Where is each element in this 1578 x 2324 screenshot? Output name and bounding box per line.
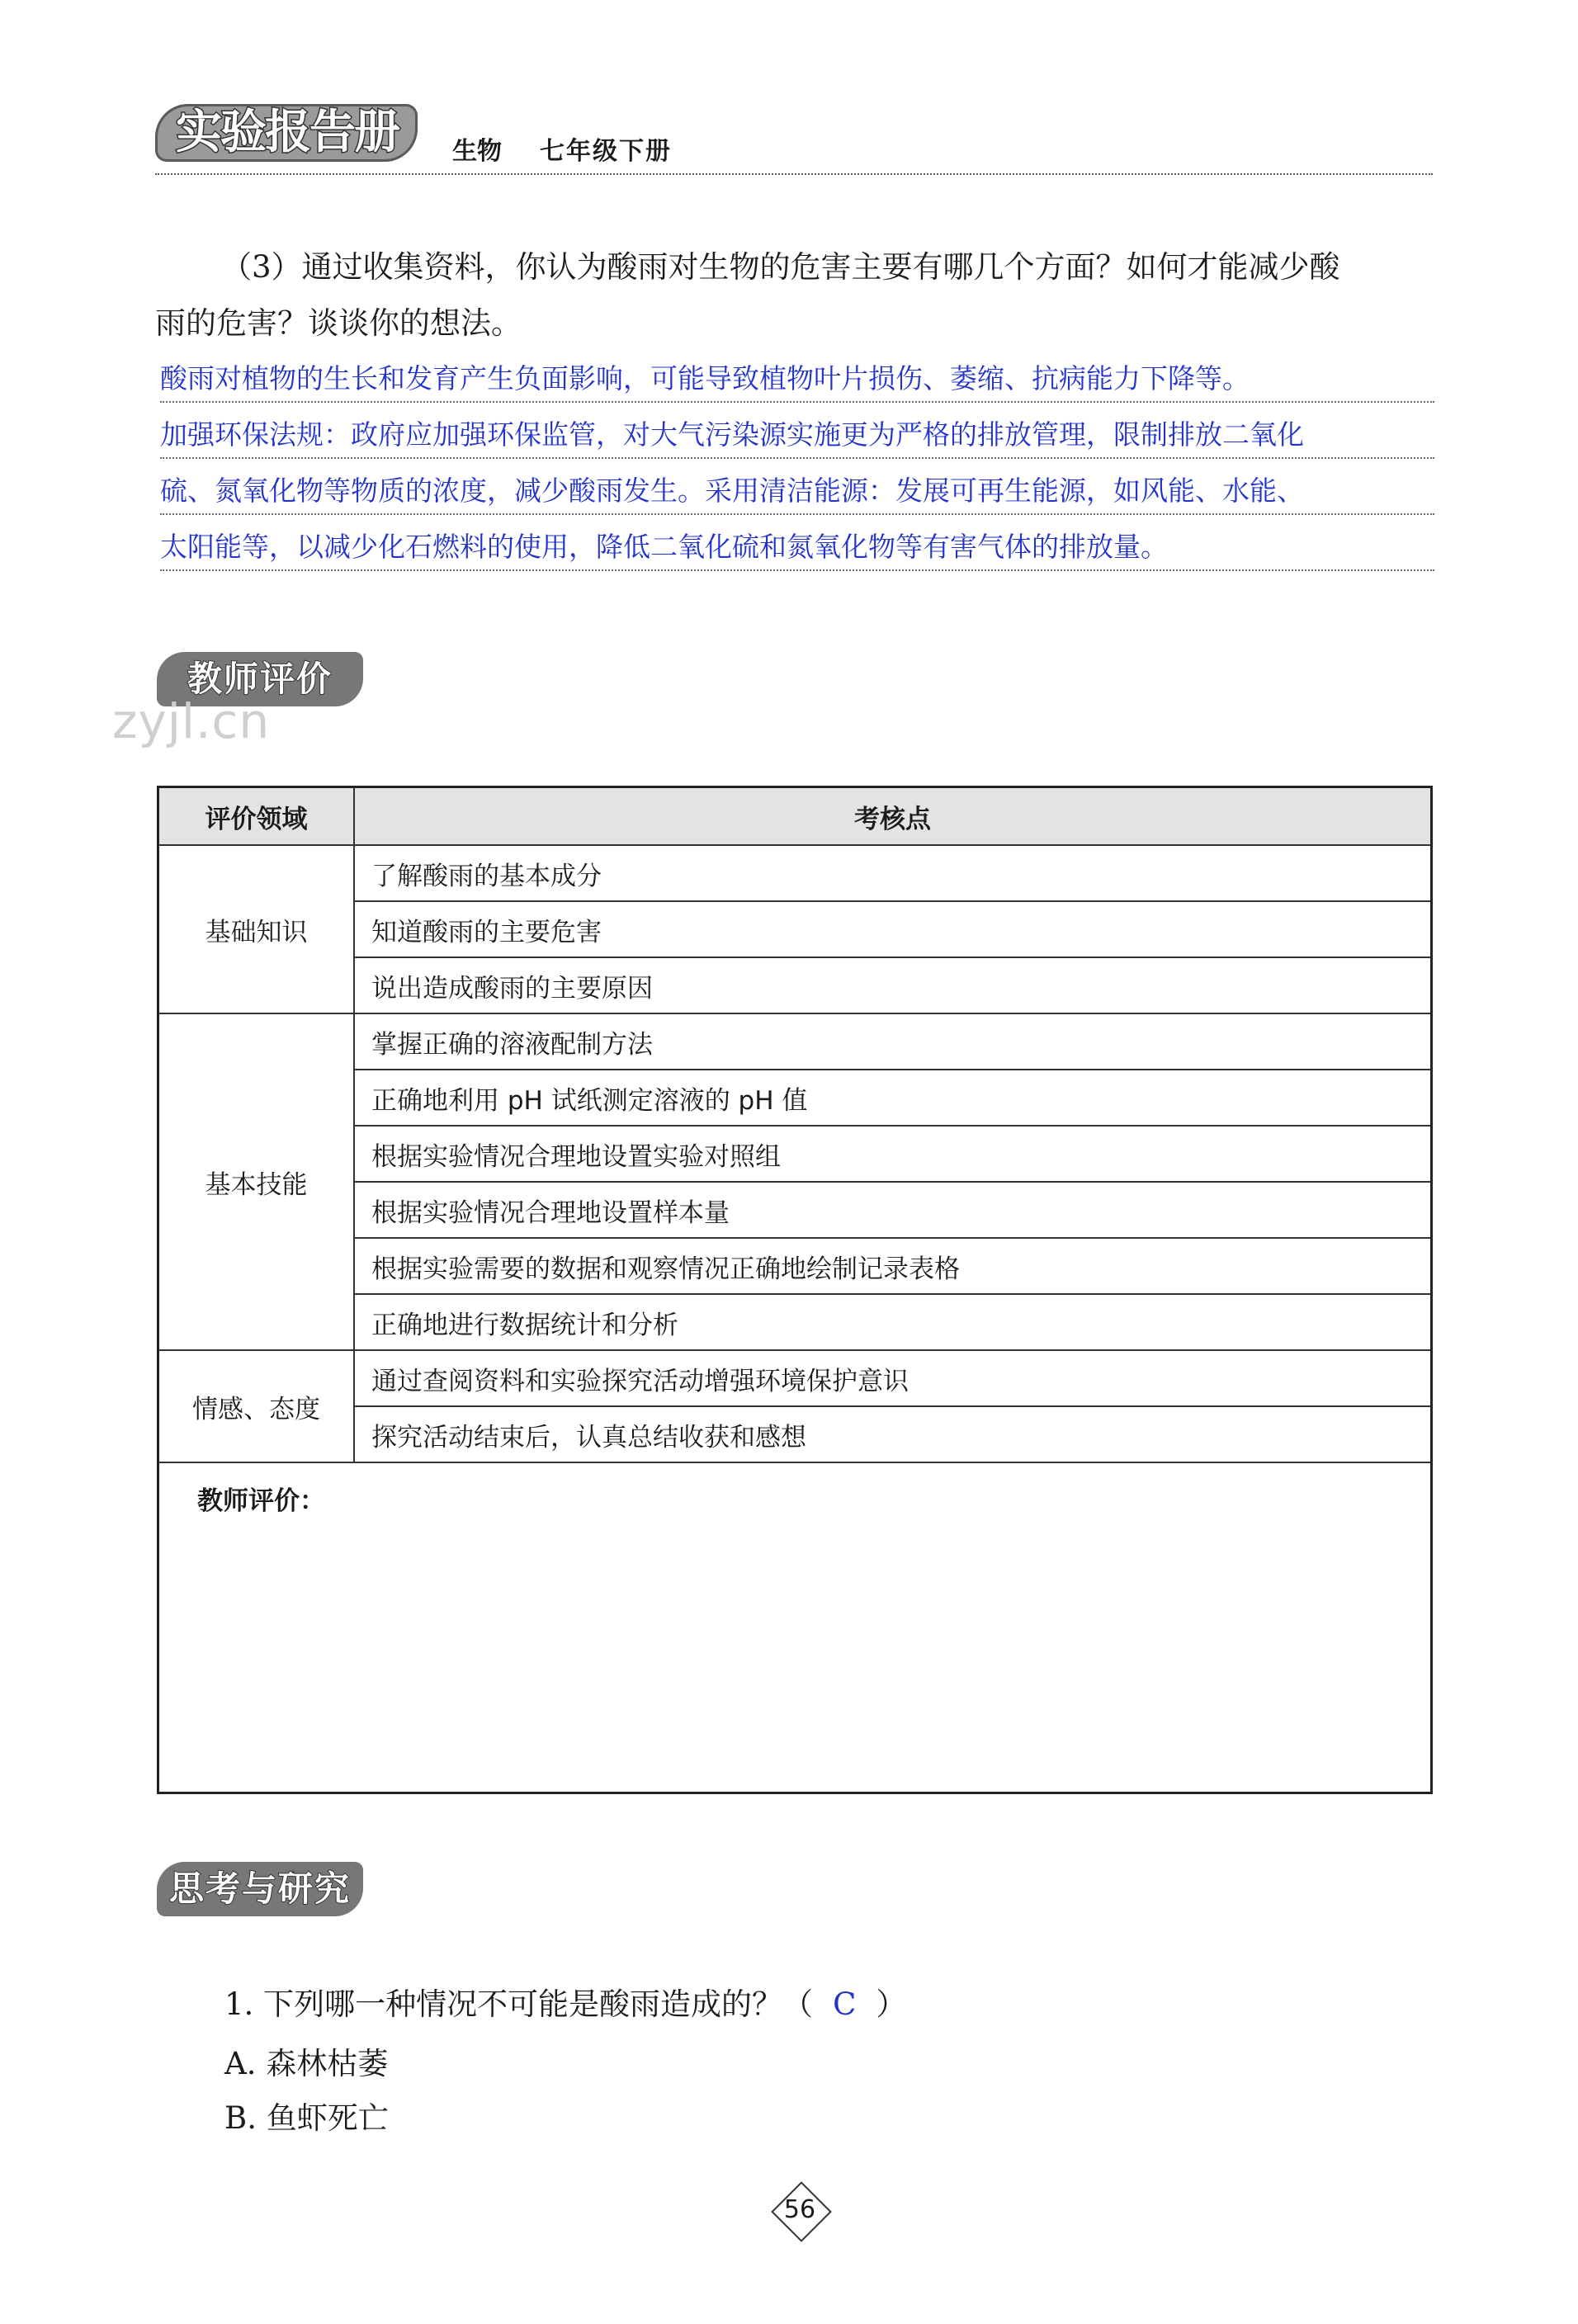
answer-text: 酸雨对植物的生长和发育产生负面影响，可能导致植物叶片损伤、萎缩、抗病能力下降等。	[160, 362, 1250, 394]
header-divider	[155, 173, 1433, 175]
teacher-comment-row	[158, 1462, 1432, 1793]
column-header-domain: 评价领域	[158, 787, 355, 846]
answer-line	[160, 459, 1434, 515]
question-line-2: 雨的危害？谈谈你的想法。	[155, 305, 522, 341]
brand-title: 实验报告册	[176, 106, 399, 159]
criteria-cell: 根据实验需要的数据和观察情况正确地绘制记录表格	[354, 1238, 1432, 1294]
question-line-1: （3）通过收集资料，你认为酸雨对生物的危害主要有哪几个方面？如何才能减少酸	[221, 249, 1340, 285]
watermark-text: zyjl.cn	[112, 693, 271, 749]
think-research-tag	[157, 1862, 363, 1916]
domain-cell: 基础知识	[158, 845, 355, 1013]
teacher-comment-label: 教师评价：	[158, 1462, 1432, 1793]
criteria-cell: 正确地利用 pH 试纸测定溶液的 pH 值	[354, 1070, 1432, 1126]
page-header	[155, 97, 1433, 176]
answer-line	[160, 515, 1434, 571]
mc-answer: C	[833, 1986, 857, 2022]
table-row	[158, 845, 1432, 901]
mc-question-text: 1. 下列哪一种情况不可能是酸雨造成的？（	[224, 1986, 814, 2022]
criteria-cell: 根据实验情况合理地设置样本量	[354, 1182, 1432, 1238]
mc-option-b: B. 鱼虾死亡	[224, 2100, 389, 2136]
answer-text: 硫、氮氧化物等物质的浓度，减少酸雨发生。采用清洁能源：发展可再生能源，如风能、水能、	[160, 475, 1304, 507]
answer-text: 太阳能等，以减少化石燃料的使用，降低二氧化硫和氮氧化物等有害气体的排放量。	[160, 531, 1168, 563]
teacher-evaluation-title: 教师评价	[187, 659, 333, 699]
criteria-cell: 正确地进行数据统计和分析	[354, 1294, 1432, 1350]
domain-cell: 情感、态度	[158, 1350, 355, 1462]
answer-line	[160, 347, 1434, 403]
mc-question	[224, 1979, 906, 2024]
brand-badge	[155, 104, 418, 162]
page-number-badge	[773, 2184, 826, 2237]
table-header-row	[158, 787, 1432, 846]
mc-question-close: ）	[876, 1986, 907, 2022]
mc-option-a: A. 森林枯萎	[224, 2046, 389, 2081]
header-subject: 生物	[452, 137, 502, 166]
criteria-cell: 掌握正确的溶液配制方法	[354, 1013, 1432, 1070]
header-grade: 七年级下册	[540, 137, 672, 166]
page-number: 56	[783, 2195, 816, 2224]
table-row	[158, 1350, 1432, 1406]
think-research-title: 思考与研究	[168, 1868, 351, 1909]
answer-text: 加强环保法规：政府应加强环保监管，对大气污染源实施更为严格的排放管理，限制排放二氧化	[160, 418, 1304, 451]
table-row	[158, 1013, 1432, 1070]
criteria-cell: 了解酸雨的基本成分	[354, 845, 1432, 901]
criteria-cell: 说出造成酸雨的主要原因	[354, 957, 1432, 1013]
criteria-cell: 根据实验情况合理地设置实验对照组	[354, 1126, 1432, 1182]
domain-cell: 基本技能	[158, 1013, 355, 1350]
column-header-criteria: 考核点	[354, 787, 1432, 846]
answer-line	[160, 403, 1434, 459]
evaluation-table	[157, 786, 1433, 1794]
criteria-cell: 探究活动结束后，认真总结收获和感想	[354, 1406, 1432, 1462]
criteria-cell: 通过查阅资料和实验探究活动增强环境保护意识	[354, 1350, 1432, 1406]
criteria-cell: 知道酸雨的主要危害	[354, 901, 1432, 957]
